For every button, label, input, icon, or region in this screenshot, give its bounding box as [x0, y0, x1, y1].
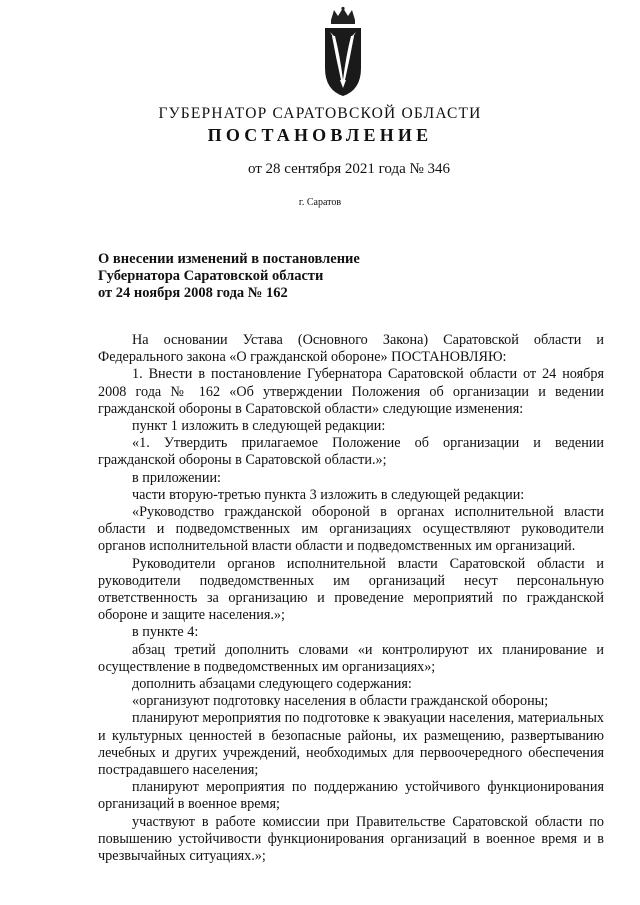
title-line: Губернатора Саратовской области: [98, 268, 324, 284]
body-paragraph: пункт 1 изложить в следующей редакции:: [132, 418, 386, 435]
body-paragraph: участвуют в работе комиссии при Правительстве Саратовской области по повышению устойчивости функционирования организаций в военное время и в чрезвычайных ситуациях.»;: [98, 813, 604, 865]
body-paragraph: «Руководство гражданской обороной в органах исполнительной власти области и подведомственных им организациях осуществляют руководители органов исполнительной власти области и подведомственных им организаций.: [98, 504, 604, 555]
body-paragraph: На основании Устава (Основного Закона) Саратовской области и Федерального закона «О гражданской обороне» ПОСТАНОВЛЯЮ:: [98, 332, 604, 366]
title-line: О внесении изменений в постановление: [98, 251, 360, 267]
body-paragraph: планируют мероприятия по подготовке к эвакуации населения, материальных и культурных ценностей в безопасные районы, их размещению, развертыванию лечебных и других учреждений, необходимых для первоочередного обеспечения пострадавшего населения;: [98, 710, 604, 779]
title-line: от 24 ноября 2008 года № 162: [98, 285, 288, 301]
document-title: [98, 251, 458, 302]
body-paragraph: Руководители органов исполнительной власти Саратовской области и руководители подведомственных им организаций несут персональную ответственность за организацию и проведение мероприятий по гражданской обороне и защите населения.»;: [98, 555, 604, 624]
body-paragraph: 1. Внести в постановление Губернатора Саратовской области от 24 ноября 2008 года № 162 «Об утверждении Положения об организации и ведении гражданской обороны в Саратовской области» следующие изменения:: [98, 366, 604, 417]
document-body: [98, 332, 604, 865]
body-paragraph: в пункте 4:: [132, 624, 199, 641]
document-type: ПОСТАНОВЛЕНИЕ: [207, 125, 433, 145]
document-date-number: от 28 сентября 2021 года № 346: [247, 161, 451, 177]
issuing-authority: ГУБЕРНАТОР САРАТОВСКОЙ ОБЛАСТИ: [158, 105, 482, 122]
body-paragraph: в приложении:: [132, 469, 221, 486]
body-paragraph: части вторую-третью пункта 3 изложить в следующей редакции:: [132, 486, 525, 503]
body-paragraph: планируют мероприятия по поддержанию устойчивого функционирования организаций в военное время;: [98, 779, 604, 813]
body-paragraph: «1. Утвердить прилагаемое Положение об организации и ведении гражданской обороны в Саратовской области.»;: [98, 435, 604, 469]
coat-of-arms-icon: [322, 6, 364, 98]
body-paragraph: абзац третий дополнить словами «и контролируют их планирование и осуществление в подведомственных им организациях»;: [98, 641, 604, 675]
document-city: г. Саратов: [298, 197, 342, 208]
body-paragraph: «организуют подготовку населения в области гражданской обороны;: [132, 693, 549, 710]
body-paragraph: дополнить абзацами следующего содержания:: [132, 676, 412, 693]
